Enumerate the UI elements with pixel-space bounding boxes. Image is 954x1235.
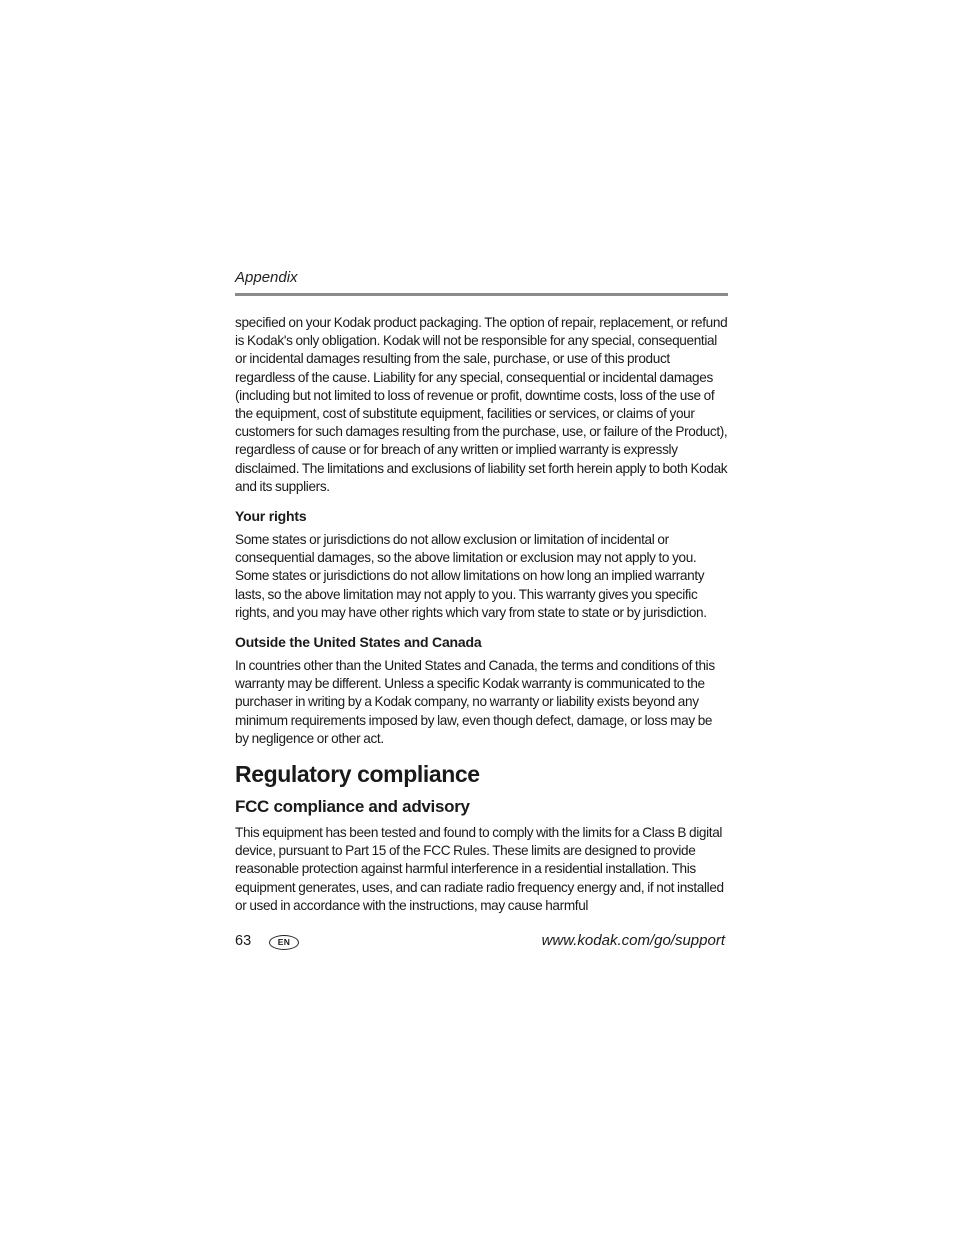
fcc-compliance-heading: FCC compliance and advisory [235, 797, 470, 817]
language-badge-icon: EN [269, 935, 299, 950]
support-url[interactable]: www.kodak.com/go/support [541, 932, 725, 949]
page-footer [235, 930, 725, 954]
outside-us-canada-paragraph: In countries other than the United States and Canada, the terms and conditions of this warranty may be different. Unless a specific Kodak warranty is communicated to the purchaser in writing by a Kodak company, no warranty or liability exists beyond any minimum requirements imposed by law, even though defect, damage, or loss may be by negligence or other act. [235, 658, 715, 746]
running-header: Appendix [235, 269, 298, 286]
fcc-compliance-paragraph: This equipment has been tested and found to comply with the limits for a Class B digital device, pursuant to Part 15 of the FCC Rules. These limits are designed to provide reasonable protection against harmful interference in a residential installation. This equipment generates, uses, and can radiate radio frequency energy and, if not installed or used in accordance with the instructions, may cause harmful [235, 825, 724, 913]
warranty-limitation-paragraph: specified on your Kodak product packaging. The option of repair, replacement, or refund is Kodak's only obligation. Kodak will not be responsible for any special, consequential or incidental damages resulting from the sale, purchase, or use of this product regardless of the cause. Liability for any special, consequential or incidental damages (including but not limited to loss of revenue or profit, downtime costs, loss of the use of the equipment, cost of substitute equipment, facilities or services, or claims of your customers for such damages resulting from the purchase, use, or failure of the Product), regardless of cause or for breach of any written or implied warranty is expressly disclaimed. The limitations and exclusions of liability set forth herein apply to both Kodak and its suppliers. [235, 315, 728, 494]
outside-us-canada-heading: Outside the United States and Canada [235, 634, 482, 651]
regulatory-compliance-heading: Regulatory compliance [235, 761, 480, 788]
your-rights-heading: Your rights [235, 508, 307, 525]
your-rights-paragraph: Some states or jurisdictions do not allow exclusion or limitation of incidental or consequential damages, so the above limitation or exclusion may not apply to you. Some states or jurisdictions do not allow limitations on how long an implied warranty lasts, so the above limitation may not apply to you. This warranty gives you specific rights, and you may have other rights which vary from state to state or by jurisdiction. [235, 532, 707, 620]
header-rule [235, 293, 728, 296]
page-number: 63 [235, 933, 252, 949]
page-body [235, 268, 728, 915]
content-area [235, 314, 728, 915]
